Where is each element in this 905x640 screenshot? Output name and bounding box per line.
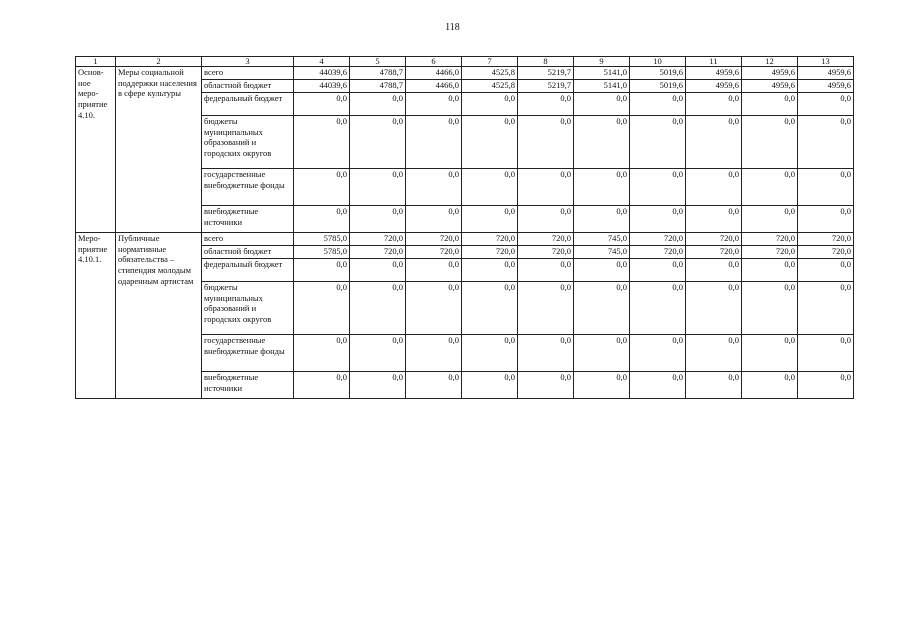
column-header: 2 [116, 57, 202, 67]
funding-source: бюджеты муниципальных образований и городских округов [202, 282, 294, 335]
funding-source: федеральный бюджет [202, 93, 294, 116]
table-row [76, 233, 854, 246]
amount-cell: 0,0 [406, 259, 462, 282]
amount-cell: 720,0 [686, 233, 742, 246]
amount-cell: 0,0 [686, 335, 742, 372]
amount-cell: 0,0 [742, 93, 798, 116]
amount-cell: 0,0 [630, 282, 686, 335]
amount-cell: 0,0 [406, 93, 462, 116]
amount-cell: 0,0 [742, 259, 798, 282]
amount-cell: 4525,8 [462, 80, 518, 93]
amount-cell: 0,0 [574, 116, 630, 169]
amount-cell: 0,0 [350, 335, 406, 372]
amount-cell: 0,0 [798, 335, 854, 372]
amount-cell: 0,0 [462, 282, 518, 335]
amount-cell: 0,0 [574, 372, 630, 399]
column-header: 13 [798, 57, 854, 67]
amount-cell: 0,0 [350, 169, 406, 206]
amount-cell: 0,0 [406, 372, 462, 399]
funding-source: всего [202, 67, 294, 80]
column-header: 5 [350, 57, 406, 67]
amount-cell: 720,0 [518, 246, 574, 259]
amount-cell: 720,0 [686, 246, 742, 259]
amount-cell: 720,0 [462, 233, 518, 246]
amount-cell: 720,0 [742, 233, 798, 246]
header-row [76, 57, 854, 67]
amount-cell: 0,0 [294, 93, 350, 116]
amount-cell: 0,0 [462, 335, 518, 372]
budget-table [75, 56, 854, 399]
amount-cell: 720,0 [406, 246, 462, 259]
amount-cell: 0,0 [574, 282, 630, 335]
amount-cell: 0,0 [518, 259, 574, 282]
amount-cell: 5141,0 [574, 67, 630, 80]
column-header: 3 [202, 57, 294, 67]
amount-cell: 0,0 [406, 335, 462, 372]
amount-cell: 745,0 [574, 233, 630, 246]
amount-cell: 0,0 [574, 93, 630, 116]
funding-source: областной бюджет [202, 80, 294, 93]
amount-cell: 0,0 [518, 206, 574, 233]
amount-cell: 0,0 [742, 372, 798, 399]
amount-cell: 0,0 [686, 259, 742, 282]
page-number: 118 [445, 22, 460, 33]
amount-cell: 745,0 [574, 246, 630, 259]
amount-cell: 720,0 [350, 246, 406, 259]
amount-cell: 0,0 [518, 282, 574, 335]
amount-cell: 720,0 [406, 233, 462, 246]
amount-cell: 0,0 [742, 282, 798, 335]
amount-cell: 720,0 [630, 233, 686, 246]
amount-cell: 720,0 [798, 246, 854, 259]
funding-source: государственные внебюджетные фонды [202, 169, 294, 206]
amount-cell: 0,0 [350, 259, 406, 282]
amount-cell: 0,0 [462, 372, 518, 399]
funding-source: федеральный бюджет [202, 259, 294, 282]
column-header: 9 [574, 57, 630, 67]
activity-code: Основ-ное меро-приятие 4.10. [76, 67, 116, 233]
column-header: 11 [686, 57, 742, 67]
amount-cell: 4959,6 [798, 67, 854, 80]
amount-cell: 0,0 [574, 335, 630, 372]
amount-cell: 720,0 [518, 233, 574, 246]
amount-cell: 0,0 [686, 93, 742, 116]
funding-source: областной бюджет [202, 246, 294, 259]
column-header: 7 [462, 57, 518, 67]
column-header: 1 [76, 57, 116, 67]
column-header: 12 [742, 57, 798, 67]
amount-cell: 0,0 [630, 169, 686, 206]
amount-cell: 720,0 [462, 246, 518, 259]
amount-cell: 5785,0 [294, 246, 350, 259]
funding-source: государственные внебюджетные фонды [202, 335, 294, 372]
amount-cell: 0,0 [798, 116, 854, 169]
amount-cell: 0,0 [686, 206, 742, 233]
amount-cell: 4466,0 [406, 80, 462, 93]
activity-name: Публичные нормативные обязательства – стипендия молодым одаренным артистам [116, 233, 202, 399]
amount-cell: 0,0 [630, 259, 686, 282]
column-header: 6 [406, 57, 462, 67]
amount-cell: 720,0 [742, 246, 798, 259]
amount-cell: 0,0 [294, 169, 350, 206]
amount-cell: 5219,7 [518, 67, 574, 80]
amount-cell: 0,0 [350, 116, 406, 169]
amount-cell: 0,0 [462, 259, 518, 282]
amount-cell: 0,0 [742, 116, 798, 169]
amount-cell: 5141,0 [574, 80, 630, 93]
amount-cell: 0,0 [350, 282, 406, 335]
amount-cell: 0,0 [630, 206, 686, 233]
amount-cell: 4959,6 [686, 67, 742, 80]
funding-source: бюджеты муниципальных образований и городских округов [202, 116, 294, 169]
amount-cell: 0,0 [518, 93, 574, 116]
funding-source: внебюджетные источники [202, 206, 294, 233]
amount-cell: 0,0 [686, 116, 742, 169]
amount-cell: 44039,6 [294, 67, 350, 80]
amount-cell: 0,0 [406, 282, 462, 335]
amount-cell: 4959,6 [742, 67, 798, 80]
amount-cell: 0,0 [294, 116, 350, 169]
activity-code: Меро-приятие 4.10.1. [76, 233, 116, 399]
amount-cell: 0,0 [742, 169, 798, 206]
amount-cell: 0,0 [798, 259, 854, 282]
amount-cell: 4788,7 [350, 67, 406, 80]
amount-cell: 0,0 [462, 116, 518, 169]
amount-cell: 0,0 [462, 169, 518, 206]
amount-cell: 720,0 [630, 246, 686, 259]
amount-cell: 0,0 [294, 282, 350, 335]
amount-cell: 0,0 [686, 372, 742, 399]
amount-cell: 0,0 [294, 335, 350, 372]
amount-cell: 0,0 [798, 169, 854, 206]
amount-cell: 0,0 [406, 116, 462, 169]
amount-cell: 0,0 [630, 93, 686, 116]
amount-cell: 5019,6 [630, 80, 686, 93]
table-row [76, 67, 854, 80]
amount-cell: 0,0 [294, 259, 350, 282]
amount-cell: 0,0 [798, 206, 854, 233]
amount-cell: 0,0 [406, 169, 462, 206]
amount-cell: 5219,7 [518, 80, 574, 93]
funding-source: внебюджетные источники [202, 372, 294, 399]
amount-cell: 720,0 [350, 233, 406, 246]
amount-cell: 0,0 [350, 372, 406, 399]
amount-cell: 0,0 [798, 93, 854, 116]
amount-cell: 0,0 [294, 372, 350, 399]
amount-cell: 4959,6 [798, 80, 854, 93]
amount-cell: 4525,8 [462, 67, 518, 80]
amount-cell: 4788,7 [350, 80, 406, 93]
amount-cell: 0,0 [462, 206, 518, 233]
column-header: 8 [518, 57, 574, 67]
table-body [76, 67, 854, 399]
amount-cell: 44039,6 [294, 80, 350, 93]
amount-cell: 0,0 [574, 259, 630, 282]
amount-cell: 0,0 [630, 116, 686, 169]
amount-cell: 0,0 [518, 372, 574, 399]
amount-cell: 0,0 [350, 206, 406, 233]
funding-source: всего [202, 233, 294, 246]
column-header: 4 [294, 57, 350, 67]
amount-cell: 0,0 [686, 169, 742, 206]
amount-cell: 0,0 [630, 335, 686, 372]
amount-cell: 0,0 [574, 169, 630, 206]
amount-cell: 720,0 [798, 233, 854, 246]
amount-cell: 0,0 [294, 206, 350, 233]
column-header: 10 [630, 57, 686, 67]
amount-cell: 5019,6 [630, 67, 686, 80]
amount-cell: 0,0 [406, 206, 462, 233]
amount-cell: 0,0 [462, 93, 518, 116]
amount-cell: 0,0 [742, 206, 798, 233]
amount-cell: 0,0 [798, 282, 854, 335]
amount-cell: 5785,0 [294, 233, 350, 246]
activity-name: Меры социальной поддержки населения в сфере культуры [116, 67, 202, 233]
amount-cell: 0,0 [630, 372, 686, 399]
amount-cell: 0,0 [798, 372, 854, 399]
amount-cell: 0,0 [742, 335, 798, 372]
amount-cell: 0,0 [518, 169, 574, 206]
amount-cell: 0,0 [518, 116, 574, 169]
amount-cell: 4959,6 [742, 80, 798, 93]
amount-cell: 0,0 [518, 335, 574, 372]
amount-cell: 0,0 [574, 206, 630, 233]
amount-cell: 4959,6 [686, 80, 742, 93]
amount-cell: 0,0 [686, 282, 742, 335]
amount-cell: 0,0 [350, 93, 406, 116]
amount-cell: 4466,0 [406, 67, 462, 80]
